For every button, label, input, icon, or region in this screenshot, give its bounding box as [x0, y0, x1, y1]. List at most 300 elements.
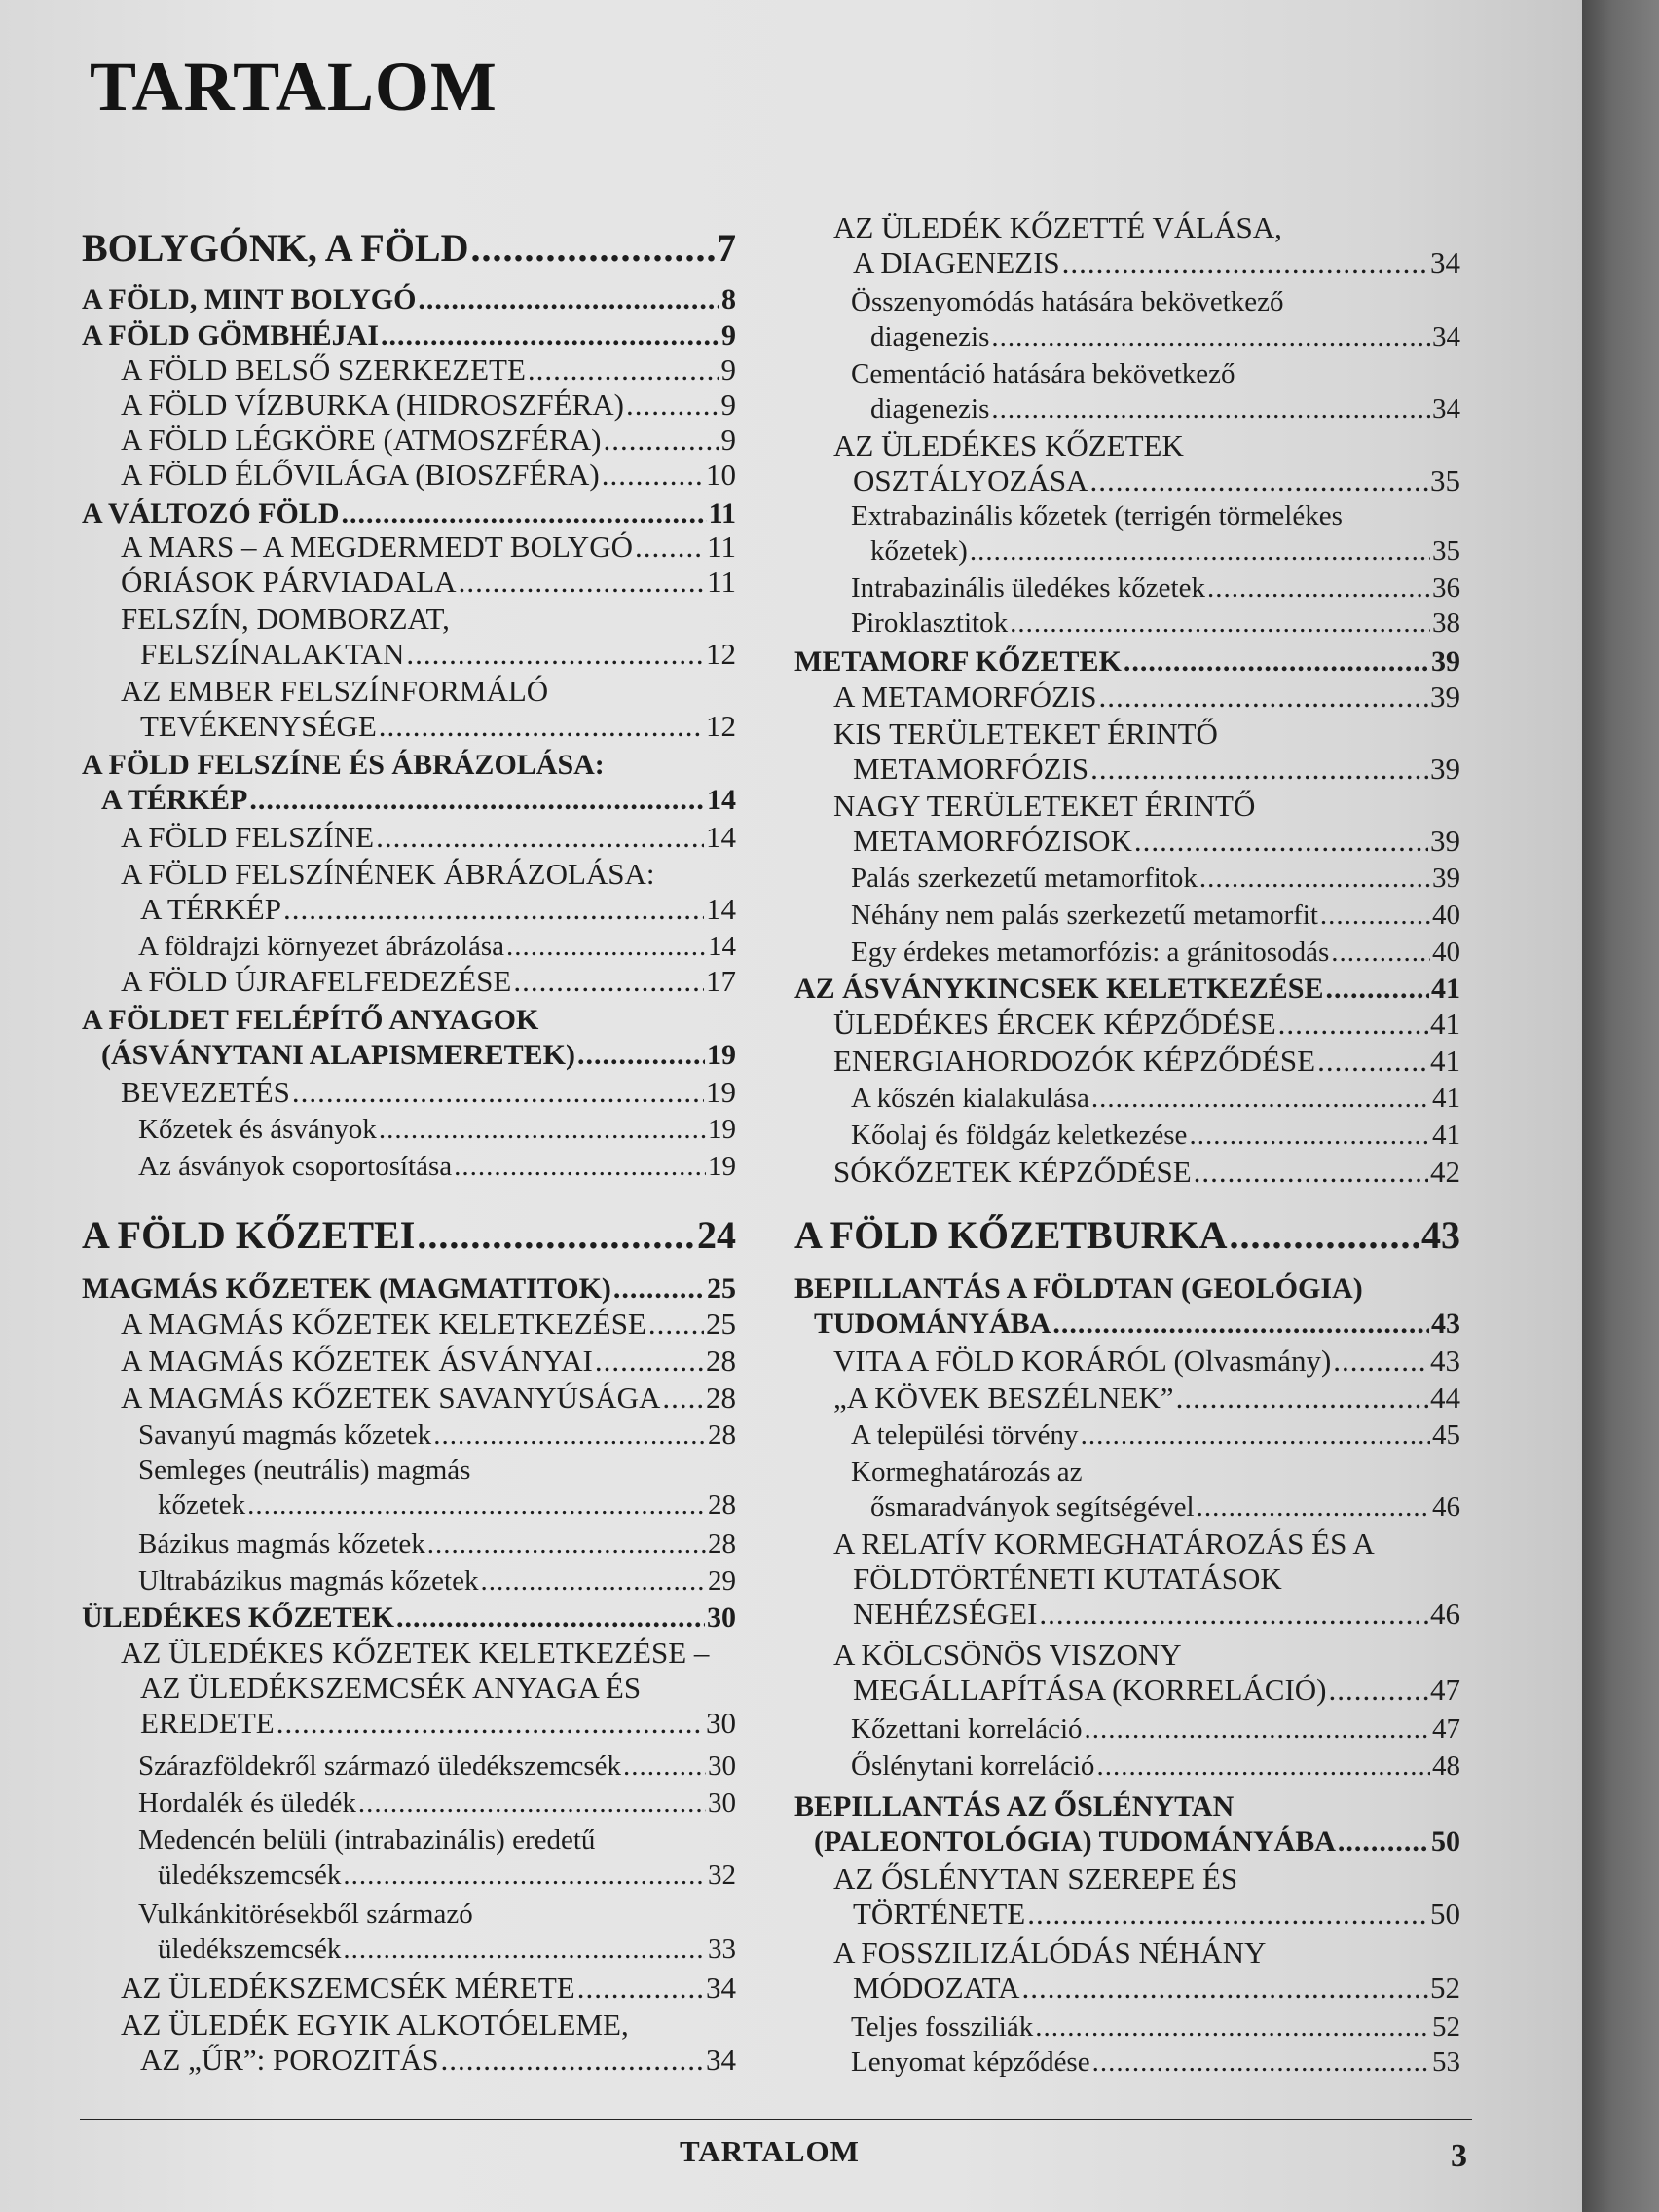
- toc-entry-text: A FÖLD FELSZÍNE: [121, 820, 375, 854]
- toc-leader-dots: [406, 637, 704, 672]
- toc-entry-text: SÓKŐZETEK KÉPZŐDÉSE: [833, 1155, 1192, 1189]
- toc-entry-line: [794, 680, 1460, 715]
- toc-leader-dots: [577, 1038, 705, 1073]
- toc-entry-text: A MAGMÁS KŐZETEK ÁSVÁNYAI: [121, 1344, 593, 1378]
- toc-entry: [794, 1213, 1460, 1258]
- toc-entry-line: [794, 319, 1460, 354]
- toc-page-number: 7: [717, 226, 736, 270]
- toc-leader-dots: [379, 1112, 706, 1147]
- toc-page-number: 41: [1432, 1083, 1460, 1114]
- toc-entry: [794, 2009, 1460, 2045]
- toc-entry-text: Kőolaj és földgáz keletkezése: [851, 1120, 1188, 1151]
- toc-entry-text: AZ ÜLEDÉKSZEMCSÉK MÉRETE: [121, 1971, 575, 2005]
- toc-page-number: 39: [1431, 645, 1460, 678]
- toc-entry: [82, 820, 736, 855]
- toc-page-number: 25: [707, 1272, 736, 1305]
- toc-leader-dots: [276, 1706, 704, 1741]
- toc-entry-text: Hordalék és üledék: [138, 1788, 356, 1819]
- toc-entry-text: A FÖLD LÉGKÖRE (ATMOSZFÉRA): [121, 423, 602, 457]
- toc-entry: [82, 387, 736, 423]
- toc-entry: [82, 1003, 736, 1073]
- toc-page-number: 46: [1432, 1492, 1460, 1523]
- toc-entry-line: [794, 498, 1460, 534]
- toc-entry-line: [82, 423, 736, 458]
- toc-entry-text: TEVÉKENYSÉGE: [140, 709, 377, 743]
- toc-entry-line: [82, 1671, 736, 1706]
- toc-entry-line: [82, 602, 736, 637]
- toc-entry: [82, 226, 736, 271]
- toc-entry-text: üledékszemcsék: [158, 1860, 342, 1891]
- toc-entry-text: Teljes fossziliák: [851, 2011, 1034, 2043]
- toc-page-number: 12: [706, 637, 736, 671]
- toc-page-number: 46: [1430, 1597, 1460, 1631]
- toc-entry-line: [794, 1749, 1460, 1784]
- toc-entry: [82, 1149, 736, 1184]
- toc-entry-line: [82, 892, 736, 927]
- toc-entry: [82, 1527, 736, 1562]
- toc-entry-line: [82, 1932, 736, 1967]
- toc-entry-line: [82, 1706, 736, 1741]
- toc-entry: [794, 789, 1460, 859]
- toc-page-number: 34: [1432, 321, 1460, 352]
- toc-entry-line: [794, 428, 1460, 463]
- toc-leader-dots: [433, 1418, 706, 1453]
- toc-leader-dots: [343, 1858, 706, 1893]
- toc-entry-line: [794, 1712, 1460, 1747]
- toc-leader-dots: [1317, 1044, 1428, 1079]
- toc-leader-dots: [379, 709, 704, 744]
- toc-entry-line: [82, 387, 736, 423]
- toc-entry-line: [82, 458, 736, 493]
- toc-entry-line: [794, 606, 1460, 641]
- toc-entry-line: [82, 674, 736, 709]
- toc-entry-text: A FOSSZILIZÁLÓDÁS NÉHÁNY: [833, 1936, 1267, 1970]
- toc-entry-text: A DIAGENEZIS: [853, 245, 1060, 279]
- toc-entry: [794, 1527, 1460, 1632]
- toc-entry-line: [82, 857, 736, 892]
- toc-entry-text: BEPILLANTÁS A FÖLDTAN (GEOLÓGIA): [794, 1272, 1363, 1305]
- toc-entry-text: Őslénytani korreláció: [851, 1751, 1095, 1782]
- toc-page-number: 28: [708, 1419, 736, 1451]
- toc-entry: [82, 318, 736, 353]
- toc-page-number: 40: [1432, 900, 1460, 931]
- toc-entry-line: [82, 1786, 736, 1821]
- toc-page-number: 30: [708, 1788, 736, 1819]
- toc-leader-dots: [459, 565, 706, 600]
- toc-entry-text: AZ ÜLEDÉKSZEMCSÉK ANYAGA ÉS: [140, 1671, 642, 1705]
- toc-entry: [82, 1601, 736, 1636]
- toc-page-number: 41: [1430, 1007, 1460, 1041]
- toc-page-number: 48: [1432, 1751, 1460, 1782]
- toc-entry: [794, 717, 1460, 787]
- toc-entry-text: AZ ÜLEDÉK KŐZETTÉ VÁLÁSA,: [833, 210, 1282, 244]
- toc-entry-text: A FÖLD KŐZETBURKA: [794, 1213, 1228, 1257]
- toc-entry: [82, 1971, 736, 2006]
- toc-entry-line: [82, 1344, 736, 1379]
- toc-page-number: 9: [720, 423, 736, 457]
- toc-entry-text: Savanyú magmás kőzetek: [138, 1419, 432, 1451]
- toc-entry-text: Kormeghatározás az: [851, 1456, 1083, 1488]
- toc-leader-dots: [603, 423, 719, 458]
- toc-leader-dots: [342, 497, 707, 532]
- toc-entry-line: [794, 1673, 1460, 1708]
- toc-page-number: 9: [720, 387, 736, 422]
- toc-entry: [82, 1213, 736, 1258]
- toc-leader-dots: [1124, 645, 1429, 680]
- toc-entry-line: [794, 861, 1460, 896]
- toc-leader-dots: [635, 530, 705, 565]
- page-number: 3: [1451, 2138, 1467, 2174]
- toc-leader-dots: [1010, 606, 1430, 641]
- toc-entry-text: AZ „ŰR”: POROZITÁS: [140, 2043, 439, 2077]
- toc-entry-text: A FÖLD BELSŐ SZERKEZETE: [121, 352, 526, 387]
- toc-leader-dots: [381, 318, 719, 353]
- toc-leader-dots: [454, 1149, 706, 1184]
- toc-page-number: 35: [1432, 535, 1460, 567]
- toc-page-number: 19: [706, 1075, 736, 1109]
- toc-entry-line: [82, 2043, 736, 2078]
- toc-entry: [794, 1007, 1460, 1042]
- toc-entry: [82, 458, 736, 493]
- toc-leader-dots: [626, 387, 719, 423]
- toc-page-number: 47: [1430, 1673, 1460, 1707]
- toc-entry-line: [82, 530, 736, 565]
- toc-entry: [82, 1344, 736, 1379]
- toc-entry-text: FÖLDTÖRTÉNETI KUTATÁSOK: [853, 1562, 1282, 1596]
- toc-leader-dots: [1134, 824, 1428, 859]
- toc-entry-line: [82, 1488, 736, 1523]
- toc-leader-dots: [1052, 1307, 1429, 1342]
- toc-entry-text: A TÉRKÉP: [140, 892, 281, 926]
- toc-entry-line: [82, 1149, 736, 1184]
- toc-entry-text: Lenyomat képződése: [851, 2046, 1090, 2078]
- toc-entry-line: [794, 2009, 1460, 2045]
- toc-entry-line: [794, 1936, 1460, 1971]
- toc-page-number: 34: [1430, 245, 1460, 279]
- toc-page-number: 39: [1432, 863, 1460, 894]
- toc-entry: [82, 929, 736, 964]
- toc-entry-line: [82, 318, 736, 353]
- toc-entry-line: [794, 1862, 1460, 1897]
- toc-entry: [794, 1455, 1460, 1525]
- toc-leader-dots: [1099, 680, 1428, 715]
- toc-entry: [794, 861, 1460, 896]
- toc-leader-dots: [292, 1075, 704, 1110]
- toc-leader-dots: [613, 1272, 705, 1307]
- toc-page-number: 30: [706, 1706, 736, 1740]
- toc-entry: [82, 565, 736, 600]
- toc-entry-line: [794, 2045, 1460, 2080]
- toc-entry-line: [82, 964, 736, 999]
- toc-page-number: 30: [708, 1751, 736, 1782]
- toc-entry: [82, 1272, 736, 1307]
- toc-entry: [794, 1712, 1460, 1747]
- toc-entry-text: AZ ÜLEDÉK EGYIK ALKOTÓELEME,: [121, 2008, 629, 2042]
- toc-entry-line: [794, 1638, 1460, 1673]
- toc-page-number: 32: [708, 1860, 736, 1891]
- toc-entry: [794, 2045, 1460, 2080]
- toc-entry-text: METAMORFÓZISOK: [853, 824, 1132, 858]
- toc-entry-line: [82, 1527, 736, 1562]
- footer-title: TARTALOM: [680, 2134, 860, 2168]
- toc-page-number: 43: [1431, 1308, 1460, 1340]
- toc-entry-line: [82, 1971, 736, 2006]
- toc-entry-text: A FÖLD GÖMBHÉJAI: [82, 319, 380, 351]
- toc-leader-dots: [249, 783, 705, 818]
- toc-entry-text: A FÖLDET FELÉPÍTŐ ANYAGOK: [82, 1004, 539, 1036]
- toc-entry-text: A FÖLD, MINT BOLYGÓ: [82, 283, 417, 315]
- toc-leader-dots: [1326, 972, 1430, 1007]
- toc-entry: [794, 1155, 1460, 1190]
- toc-page-number: 43: [1430, 1344, 1460, 1378]
- toc-entry-line: [82, 1749, 736, 1784]
- toc-entry-line: [794, 1562, 1460, 1597]
- toc-entry-text: Bázikus magmás kőzetek: [138, 1529, 425, 1560]
- toc-entry: [794, 972, 1460, 1007]
- toc-entry-text: Palás szerkezetű metamorfitok: [851, 863, 1198, 894]
- toc-page-number: 35: [1430, 463, 1460, 498]
- toc-entry-text: ÓRIÁSOK PÁRVIADALA: [121, 565, 457, 599]
- toc-entry-line: [82, 1601, 736, 1636]
- toc-leader-dots: [396, 1601, 705, 1636]
- toc-leader-dots: [1081, 1418, 1430, 1453]
- toc-entry-text: A METAMORFÓZIS: [833, 680, 1097, 714]
- toc-entry-line: [794, 1381, 1460, 1416]
- toc-entry-text: (ÁSVÁNYTANI ALAPISMERETEK): [101, 1039, 576, 1071]
- toc-entry-text: MAGMÁS KŐZETEK (MAGMATITOK): [82, 1272, 611, 1305]
- toc-entry-line: [794, 356, 1460, 391]
- toc-entry: [794, 210, 1460, 280]
- toc-entry-line: [794, 1897, 1460, 1932]
- toc-entry-text: Szárazföldekről származó üledékszemcsék: [138, 1751, 621, 1782]
- toc-entry-line: [794, 463, 1460, 498]
- toc-entry-text: A TÉRKÉP: [101, 784, 248, 816]
- toc-entry-line: [82, 709, 736, 744]
- toc-entry-text: Összenyomódás hatására bekövetkező: [851, 286, 1284, 317]
- toc-entry-text: kőzetek: [158, 1490, 246, 1521]
- toc-page-number: 47: [1432, 1714, 1460, 1745]
- toc-leader-dots: [247, 1488, 706, 1523]
- toc-entry-line: [82, 1564, 736, 1599]
- toc-entry-text: NAGY TERÜLETEKET ÉRINTŐ: [833, 789, 1256, 823]
- toc-leader-dots: [1197, 1490, 1430, 1525]
- toc-entry-line: [794, 1971, 1460, 2006]
- toc-entry-line: [82, 820, 736, 855]
- toc-page-number: 19: [707, 1039, 736, 1071]
- toc-page-number: 39: [1430, 752, 1460, 786]
- toc-entry-text: A FÖLD FELSZÍNE ÉS ÁBRÁZOLÁSA:: [82, 749, 605, 781]
- toc-entry: [82, 1636, 736, 1741]
- toc-entry: [82, 964, 736, 999]
- toc-entry-line: [82, 748, 736, 783]
- toc-entry-line: [794, 972, 1460, 1007]
- toc-leader-dots: [595, 1344, 704, 1379]
- toc-leader-dots: [1278, 1007, 1428, 1042]
- toc-page-number: 11: [707, 530, 736, 564]
- toc-page-number: 14: [708, 931, 736, 962]
- toc-page-number: 41: [1432, 1120, 1460, 1151]
- toc-entry-text: A kőszén kialakulása: [851, 1083, 1089, 1114]
- toc-entry-text: AZ ÜLEDÉKES KŐZETEK: [833, 428, 1184, 462]
- toc-entry-line: [794, 1213, 1460, 1258]
- toc-entry-line: [794, 1344, 1460, 1379]
- toc-entry-line: [794, 1490, 1460, 1525]
- toc-entry-text: AZ ŐSLÉNYTAN SZEREPE ÉS: [833, 1862, 1238, 1896]
- toc-entry-text: EREDETE: [140, 1706, 275, 1740]
- toc-entry: [794, 498, 1460, 569]
- toc-entry-text: „A KÖVEK BESZÉLNEK”: [833, 1381, 1174, 1415]
- toc-entry: [82, 497, 736, 532]
- toc-page-number: 9: [721, 319, 736, 351]
- toc-page-number: 52: [1430, 1971, 1460, 2005]
- toc-entry-text: Cementáció hatására bekövetkező: [851, 358, 1235, 389]
- toc-leader-dots: [1176, 1381, 1428, 1416]
- toc-page-number: 45: [1432, 1419, 1460, 1451]
- toc-leader-dots: [991, 319, 1430, 354]
- toc-entry-line: [794, 1118, 1460, 1153]
- toc-page-number: 19: [708, 1151, 736, 1182]
- toc-entry: [794, 1862, 1460, 1932]
- toc-entry-text: Ultrabázikus magmás kőzetek: [138, 1566, 479, 1597]
- toc-entry-text: diagenezis: [870, 321, 990, 352]
- toc-entry-text: kőzetek): [870, 535, 968, 567]
- toc-entry-line: [794, 717, 1460, 752]
- toc-entry-text: (PALEONTOLÓGIA) TUDOMÁNYÁBA: [814, 1825, 1336, 1858]
- toc-page-number: 14: [706, 892, 736, 926]
- toc-entry-text: Néhány nem palás szerkezetű metamorfit: [851, 900, 1318, 931]
- toc-page-number: 43: [1421, 1213, 1460, 1257]
- toc-entry-line: [82, 1075, 736, 1110]
- toc-entry-text: FELSZÍNALAKTAN: [140, 637, 405, 671]
- toc-entry-line: [794, 210, 1460, 245]
- toc-entry: [82, 857, 736, 927]
- toc-entry-text: AZ EMBER FELSZÍNFORMÁLÓ: [121, 674, 549, 708]
- toc-entry-text: A FÖLD VÍZBURKA (HIDROSZFÉRA): [121, 387, 624, 422]
- toc-entry: [794, 1638, 1460, 1708]
- toc-entry-line: [82, 1636, 736, 1671]
- toc-entry-line: [794, 1155, 1460, 1190]
- toc-entry-line: [794, 534, 1460, 569]
- toc-entry-text: ENERGIAHORDOZÓK KÉPZŐDÉSE: [833, 1044, 1316, 1078]
- toc-entry-text: A KÖLCSÖNÖS VISZONY: [833, 1638, 1182, 1672]
- toc-entry-line: [82, 1823, 736, 1858]
- toc-entry: [794, 1789, 1460, 1860]
- toc-entry: [82, 282, 736, 317]
- toc-leader-dots: [343, 1932, 706, 1967]
- toc-entry-text: A MAGMÁS KŐZETEK SAVANYÚSÁGA: [121, 1381, 661, 1415]
- toc-entry-line: [82, 497, 736, 532]
- toc-leader-dots: [283, 892, 704, 927]
- toc-page-number: 34: [1432, 393, 1460, 424]
- toc-entry-text: Extrabazinális kőzetek (terrigén törmelékes: [851, 500, 1343, 532]
- toc-entry: [794, 1418, 1460, 1453]
- toc-entry-text: BOLYGÓNK, A FÖLD: [82, 226, 469, 270]
- toc-entry-text: AZ ÜLEDÉKES KŐZETEK KELETKEZÉSE –: [121, 1636, 710, 1670]
- toc-page-number: 28: [708, 1490, 736, 1521]
- toc-entry-line: [794, 1307, 1460, 1342]
- toc-entry-text: VITA A FÖLD KORÁRÓL (Olvasmány): [833, 1344, 1332, 1378]
- toc-page-number: 39: [1430, 824, 1460, 858]
- toc-leader-dots: [506, 929, 706, 964]
- toc-page-number: 39: [1430, 680, 1460, 714]
- page-edge-shadow: [1582, 0, 1659, 2212]
- toc-page-number: 42: [1430, 1155, 1460, 1189]
- toc-entry-line: [82, 352, 736, 387]
- toc-page-number: 11: [708, 498, 736, 530]
- toc-entry: [794, 284, 1460, 354]
- toc-entry-text: MEGÁLLAPÍTÁSA (KORRELÁCIÓ): [853, 1673, 1327, 1707]
- toc-entry: [82, 423, 736, 458]
- toc-entry: [794, 898, 1460, 933]
- toc-entry-text: Piroklasztitok: [851, 608, 1009, 639]
- toc-leader-dots: [1230, 1213, 1419, 1258]
- toc-entry-text: A FÖLD FELSZÍNÉNEK ÁBRÁZOLÁSA:: [121, 857, 655, 891]
- toc-entry: [794, 428, 1460, 498]
- toc-entry-text: A RELATÍV KORMEGHATÁROZÁS ÉS A: [833, 1527, 1375, 1561]
- toc-entry: [794, 571, 1460, 606]
- toc-page-number: 36: [1432, 572, 1460, 604]
- toc-entry: [82, 1307, 736, 1342]
- toc-entry-text: TUDOMÁNYÁBA: [814, 1308, 1051, 1340]
- toc-entry-line: [794, 1789, 1460, 1825]
- toc-page-number: 30: [707, 1602, 736, 1634]
- toc-page-number: 14: [706, 820, 736, 854]
- toc-leader-dots: [1039, 1597, 1428, 1632]
- toc-page-number: 9: [720, 352, 736, 387]
- toc-entry-line: [82, 1858, 736, 1893]
- toc-leader-dots: [513, 964, 704, 999]
- toc-leader-dots: [1089, 463, 1428, 498]
- toc-entry-line: [794, 1081, 1460, 1116]
- toc-entry-text: OSZTÁLYOZÁSA: [853, 463, 1088, 498]
- toc-entry-line: [794, 391, 1460, 426]
- toc-page-number: 10: [706, 458, 736, 492]
- toc-page-number: 28: [706, 1381, 736, 1415]
- toc-entry: [794, 1272, 1460, 1342]
- toc-entry-text: A földrajzi környezet ábrázolása: [138, 931, 505, 962]
- toc-entry-text: Kőzetek és ásványok: [138, 1114, 377, 1145]
- toc-leader-dots: [427, 1527, 706, 1562]
- toc-leader-dots: [1329, 1673, 1428, 1708]
- toc-leader-dots: [1189, 1118, 1430, 1153]
- toc-entry: [82, 748, 736, 818]
- toc-page-number: 29: [708, 1566, 736, 1597]
- toc-entry-line: [82, 565, 736, 600]
- toc-entry-text: BEPILLANTÁS AZ ŐSLÉNYTAN: [794, 1790, 1235, 1823]
- toc-entry: [794, 1749, 1460, 1784]
- toc-leader-dots: [1333, 1344, 1428, 1379]
- toc-leader-dots: [970, 534, 1430, 569]
- toc-leader-dots: [623, 1749, 706, 1784]
- toc-entry: [82, 1564, 736, 1599]
- toc-page-number: 12: [706, 709, 736, 743]
- toc-page-number: 50: [1431, 1825, 1460, 1858]
- toc-entry-text: ÜLEDÉKES ÉRCEK KÉPZŐDÉSE: [833, 1007, 1276, 1041]
- toc-page-number: 24: [697, 1213, 736, 1257]
- toc-entry-line: [82, 637, 736, 672]
- toc-entry-text: A FÖLD ÉLŐVILÁGA (BIOSZFÉRA): [121, 458, 600, 492]
- toc-page-number: 28: [706, 1344, 736, 1378]
- toc-entry: [82, 530, 736, 565]
- toc-entry-text: METAMORFÓZIS: [853, 752, 1089, 786]
- toc-entry-line: [82, 1038, 736, 1073]
- toc-page-number: 50: [1430, 1897, 1460, 1931]
- toc-entry-text: A települési törvény: [851, 1419, 1079, 1451]
- toc-entry-line: [82, 1453, 736, 1488]
- toc-page-number: 8: [721, 283, 736, 315]
- toc-leader-dots: [1035, 2009, 1430, 2045]
- toc-entry-line: [794, 1597, 1460, 1632]
